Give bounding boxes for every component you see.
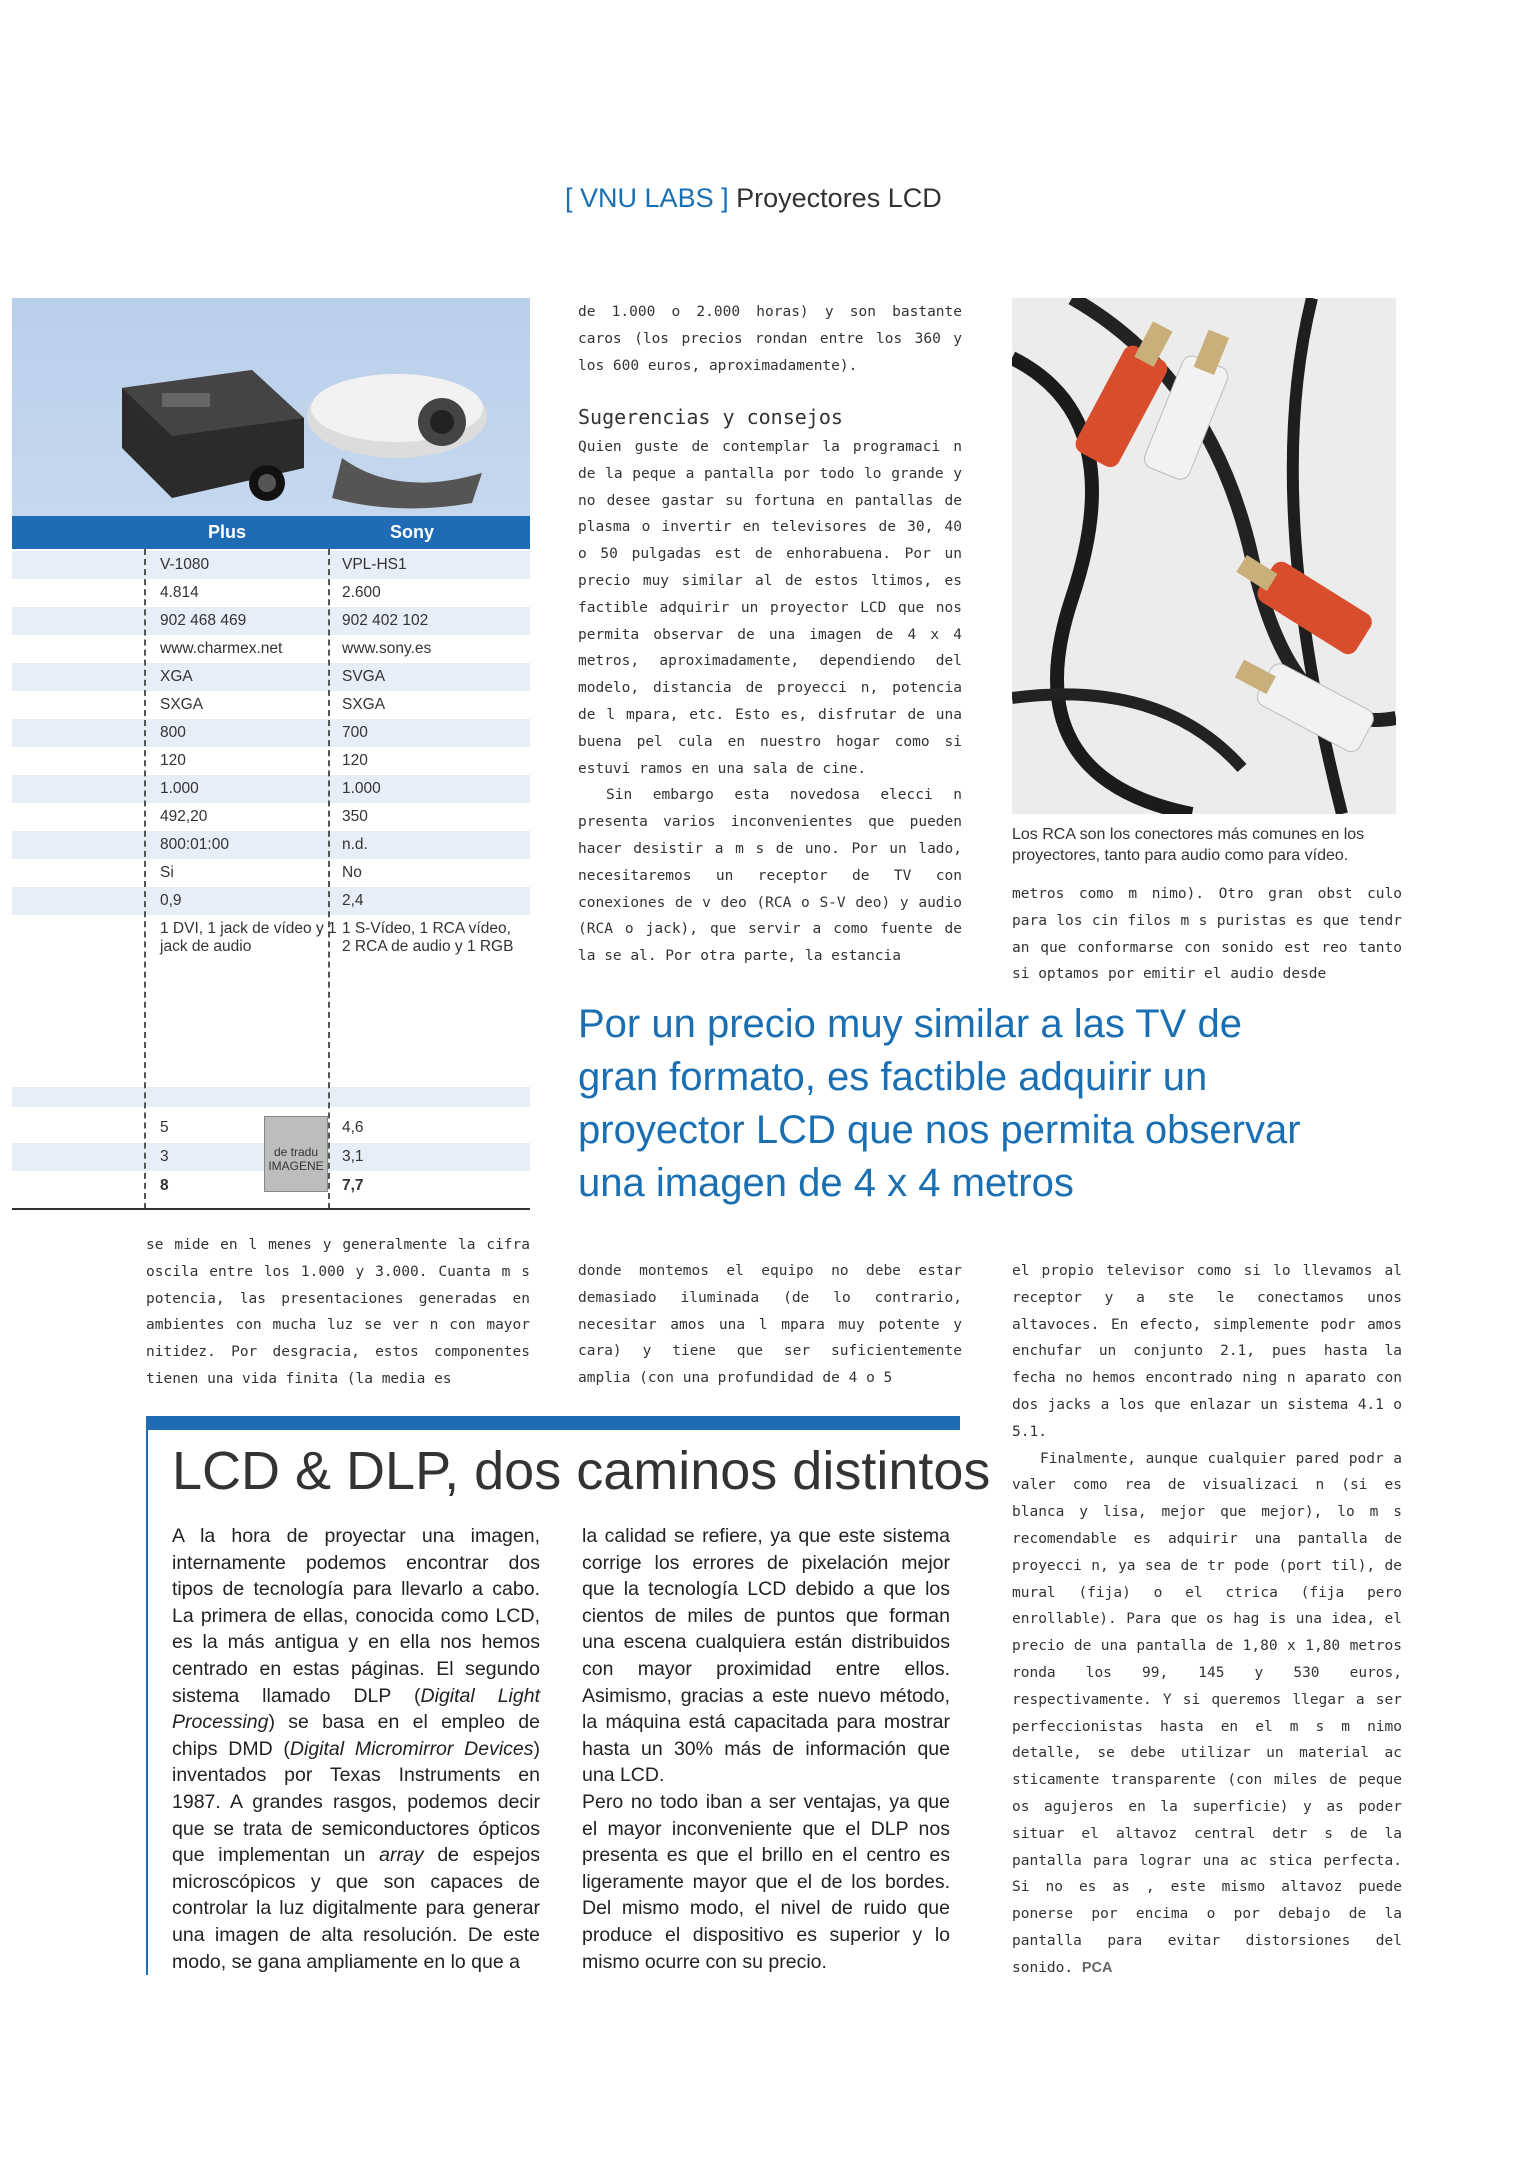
table-row (12, 691, 530, 719)
score-cell: 7,7 (342, 1177, 364, 1194)
table-row (12, 635, 530, 663)
table-row (12, 747, 530, 775)
text-run: ) se basa en el empleo de chips DMD ( (172, 1711, 540, 1760)
table-cell: 120 (160, 752, 186, 769)
box-col1 (172, 1523, 540, 1975)
box-top-bar (146, 1416, 960, 1430)
table-bottom-rule (12, 1208, 530, 1210)
table-cell: 492,20 (160, 808, 208, 825)
paragraph: el propio televisor como si lo llevamos al receptor y a ste le conectamos unos altavoces. En efecto, simplemente podr amos enchufar un conjunto 2.1, pues hasta la fecha no hemos encontrado ning n aparato con dos jacks a los que enlazar un sistema 4.1 o 5.1. (1012, 1263, 1402, 1440)
table-cell: 350 (342, 808, 368, 825)
table-row-spacer (12, 1087, 530, 1107)
column-sony: Sony (389, 522, 434, 542)
table-row (12, 803, 530, 831)
table-cell: 902 468 469 (160, 612, 247, 629)
table-row (12, 831, 530, 859)
table-row (12, 775, 530, 803)
table-cell: SVGA (342, 668, 386, 685)
table-cell: n.d. (342, 836, 368, 853)
score-cell: 5 (160, 1119, 169, 1136)
score-cell: 8 (160, 1177, 169, 1194)
table-cell: 4.814 (160, 584, 199, 601)
text-run: de espejos microscópicos y que son capaces de controlar la luz digitalmente para generar una imagen de alta resolución. De este modo, se gana ampliamente en lo que a (172, 1844, 540, 1973)
pull-quote: Por un precio muy similar a las TV de gran formato, es factible adquirir un proyector LCD que nos permita observar una imagen de 4 x 4 metros (578, 1002, 1301, 1205)
table-cell: Si (160, 864, 174, 881)
projector-photos (12, 298, 530, 516)
column-plus: Plus (207, 522, 246, 542)
score-cell: 3,1 (342, 1148, 364, 1165)
article-col2-top: de 1.000 o 2.000 horas) y son bastante caros (los precios rondan entre los 360 y los 600 euros, aproximadamente). (578, 304, 962, 374)
column-divider (144, 549, 146, 1209)
italic-term: array (379, 1844, 424, 1867)
table-cell: www.charmex.net (160, 640, 283, 657)
article-col2-mid (578, 434, 962, 994)
section-subheading: Sugerencias y consejos (578, 405, 843, 429)
table-row (12, 663, 530, 691)
table-column-header (12, 516, 530, 549)
article-col3-mid: metros como m nimo). Otro gran obst culo para los cin filos m s puristas es que tendr an que conformarse con sonido est reo tanto si optamos por emitir el audio desde (1012, 886, 1402, 983)
watermark-stamp (264, 1116, 328, 1192)
page-header (565, 183, 975, 214)
table-cell: 700 (342, 724, 368, 741)
table-cell: 902 402 102 (342, 612, 429, 629)
table-row (12, 551, 530, 579)
italic-term: Digital Light Processing (172, 1684, 540, 1734)
table-cell: 2.600 (342, 584, 381, 601)
italic-term: Digital Micromirror Devices (289, 1737, 534, 1760)
table-row (12, 887, 530, 915)
header-topic: Proyectores LCD (736, 183, 942, 213)
rca-cables-image (1012, 298, 1396, 814)
column-divider (328, 549, 330, 1209)
table-row (12, 859, 530, 887)
header-bracket-close: ] (721, 183, 729, 213)
table-cell: XGA (160, 668, 193, 685)
table-cell: 800 (160, 724, 186, 741)
table-cell: SXGA (160, 696, 204, 713)
paragraph: la calidad se refiere, ya que este sistema corrige los errores de pixelación mejor que la tecnología LCD debido a que los cientos de miles de puntos que forman una escena cualquiera están distribuidos con mayor proximidad entre ellos. Asimismo, gracias a este nuevo método, la máquina está capacitada para mostrar hasta un 30% más de información que una LCD. (582, 1525, 950, 1787)
score-cell: 3 (160, 1148, 169, 1165)
table-row (12, 719, 530, 747)
paragraph: Pero no todo iban a ser ventajas, ya que el mayor inconveniente que el DLP nos presenta es que el brillo en el centro es ligeramente mayor que el de los bordes. Del mismo modo, el nivel de ruido que produce el dispositivo es superior y lo mismo ocurre con su precio. (582, 1790, 950, 1973)
table-row (12, 579, 530, 607)
stamp-text: de tradu IMAGENE (268, 1145, 324, 1173)
paragraph-text: Finalmente, aunque cualquier pared podr a valer como rea de visualizaci n (si es blanca y lisa, mejor que mejor), lo m s recomendable es adquirir una pantalla de proyecci n, ya sea de tr pode (port til), de mural (fija) o el ctrica (fija pero enrollable). Para que os hag is una idea, el precio de una pantalla de 1,80 x 1,80 metros ronda los 99, 145 y 530 euros, respectivamente. Y si queremos llegar a ser perfeccionistas hasta en el m s m nimo detalle, se debe utilizar un material ac sticamente transparente (con miles de peque os agujeros en la superficie) y as poder situar el altavoz central detr s de la pantalla para lograr una ac stica perfecta. Si no es as , este mismo altavoz puede ponerse por encima o por debajo de la pantalla para evitar distorsiones del sonido. (1012, 1450, 1402, 1976)
paragraph: Quien guste de contemplar la programaci n de la peque a pantalla por todo lo grande y no desee gastar su fortuna en pantallas de plasma o invertir en televisores de 30, 40 o 50 pulgadas est de enhorabuena. Por un precio muy similar al de estos ltimos, es factible adquirir un proyector LCD que nos permita observar de una imagen de 4 x 4 metros, aproximadamente, dependiendo del modelo, distancia de proyecci n, potencia de l mpara, etc. Esto es, disfrutar de una buena pel cula en nuestro hogar como si estuvi ramos en una sala de cine. (578, 439, 962, 777)
table-cell: 2,4 (342, 892, 364, 909)
table-cell: 120 (342, 752, 368, 769)
article-col2-bottom: donde montemos el equipo no debe estar demasiado iluminada (de lo contrario, necesitar amos una l mpara muy potente y cara) y tiene que ser suficientemente amplia (con una profundidad de 4 o 5 (578, 1263, 962, 1387)
table-cell: 1 DVI, 1 jack de vídeo y 1 jack de audio (160, 920, 337, 955)
photo-caption: Los RCA son los conectores más comunes en los proyectores, tanto para audio como para vídeo. (1012, 826, 1365, 864)
article-col1-bottom: se mide en l menes y generalmente la cifra oscila entre los 1.000 y 3.000. Cuanta m s potencia, las presentaciones generadas en ambientes con mucha luz se ver n con mayor nitidez. Por desgracia, estos componentes tienen una vida finita (la media es (146, 1237, 530, 1387)
header-section: VNU LABS (580, 183, 714, 213)
paragraph (1012, 1446, 1402, 1982)
table-cell: 1.000 (342, 780, 381, 797)
text-run: A la hora de proyectar una imagen, internamente podemos encontrar dos tipos de tecnología para llevarlo a cabo. La primera de ellas, conocida como LCD, es la más antigua y en ella nos hemos centrado en estas páginas. El segundo sistema llamado DLP ( (172, 1525, 540, 1707)
paragraph: Sin embargo esta novedosa elecci n presenta varios inconvenientes que pueden hacer desistir a m s de uno. Por un lado, necesitaremos un receptor de TV con conexiones de v deo (RCA o S-V deo) y audio (RCA o jack), que servir a como fuente de la se al. Por otra parte, la estancia (578, 787, 962, 965)
box-title: LCD & DLP, dos caminos distintos (172, 1441, 991, 1501)
text-run: ) inventados por Texas Instruments en 1987. A grandes rasgos, podemos decir que se trata de semiconductores ópticos que implementan un (172, 1737, 540, 1867)
table-cell: 1.000 (160, 780, 199, 797)
score-cell: 4,6 (342, 1119, 364, 1136)
sony-projector-image (307, 374, 487, 508)
box-col2 (582, 1523, 950, 1975)
rca-cable-photo (1012, 298, 1396, 814)
header-bracket-open: [ (565, 183, 573, 213)
table-cell: 800:01:00 (160, 836, 229, 853)
projector-photo-band (12, 298, 530, 516)
author-signature: PCA (1081, 1959, 1113, 1976)
paragraph (172, 1523, 540, 1975)
table-cell: www.sony.es (342, 640, 432, 657)
table-cell: SXGA (342, 696, 386, 713)
table-cell: V-1080 (160, 556, 210, 573)
table-cell: VPL-HS1 (342, 556, 407, 573)
table-cell: 0,9 (160, 892, 182, 909)
plus-projector-image (122, 370, 304, 501)
article-col3-bottom (1012, 1258, 1402, 1982)
table-cell: 1 S-Vídeo, 1 RCA vídeo, 2 RCA de audio y 1 RGB (342, 920, 514, 955)
comparison-table (12, 298, 530, 1212)
table-cell: No (342, 864, 362, 881)
box-left-rule (146, 1430, 148, 1975)
table-row (12, 915, 530, 969)
table-row (12, 607, 530, 635)
